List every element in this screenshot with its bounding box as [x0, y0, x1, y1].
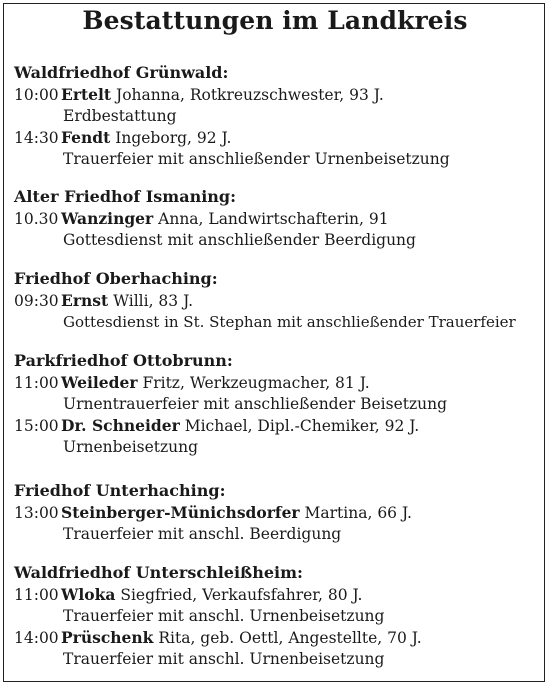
entry-details: Anna, Landwirtschafterin, 91 — [158, 210, 389, 228]
section-heading: Alter Friedhof Ismaning: — [14, 187, 236, 206]
section-parkfriedhof-ottobrunn — [14, 350, 544, 458]
entry-service: Trauerfeier mit anschl. Urnenbeisetzung — [63, 650, 385, 668]
section-alter-friedhof-ismaning — [14, 186, 544, 251]
entry-service: Erdbestattung — [63, 107, 177, 125]
entry-details: Siegfried, Verkaufsfahrer, 80 J. — [120, 586, 363, 604]
entry-details: Ingeborg, 92 J. — [115, 129, 232, 147]
burial-entry — [14, 84, 544, 127]
entry-details: Rita, geb. Oettl, Angestellte, 70 J. — [158, 629, 422, 647]
entry-surname: Steinberger-Münichsdorfer — [61, 503, 300, 522]
entry-surname: Ernst — [61, 291, 109, 310]
entry-time: 14:00 — [14, 629, 59, 647]
entry-time: 10.30 — [14, 210, 59, 228]
entry-details: Johanna, Rotkreuzschwester, 93 J. — [116, 86, 384, 104]
entry-time: 11:00 — [14, 374, 59, 392]
entry-time: 13:00 — [14, 504, 59, 522]
entry-surname: Wanzinger — [61, 209, 154, 228]
entry-time: 14:30 — [14, 129, 59, 147]
burial-entry — [14, 127, 544, 170]
entry-time: 15:00 — [14, 417, 59, 435]
entry-service: Gottesdienst mit anschließender Beerdigung — [63, 231, 416, 249]
entry-surname: Fendt — [61, 128, 111, 147]
entry-time: 10:00 — [14, 86, 59, 104]
entry-service: Trauerfeier mit anschl. Beerdigung — [63, 525, 342, 543]
entry-surname: Ertelt — [61, 85, 112, 104]
section-friedhof-oberhaching — [14, 268, 544, 333]
entry-details: Michael, Dipl.-Chemiker, 92 J. — [184, 417, 420, 435]
entry-time: 11:00 — [14, 586, 59, 604]
entry-time: 09:30 — [14, 292, 59, 310]
burial-entry — [14, 290, 544, 333]
entry-surname: Weileder — [61, 373, 138, 392]
burial-entry — [14, 627, 544, 670]
burial-entry — [14, 415, 544, 458]
page-title: Bestattungen im Landkreis — [82, 6, 468, 35]
entry-details: Willi, 83 J. — [113, 292, 194, 310]
entry-service: Trauerfeier mit anschl. Urnenbeisetzung — [63, 607, 385, 625]
burial-entry — [14, 208, 544, 251]
section-waldfriedhof-unterschleissheim — [14, 562, 544, 670]
section-heading: Friedhof Unterhaching: — [14, 481, 226, 500]
entry-surname: Dr. Schneider — [61, 416, 180, 435]
section-heading: Waldfriedhof Unterschleißheim: — [14, 563, 303, 582]
section-heading: Friedhof Oberhaching: — [14, 269, 218, 288]
entry-surname: Prüschenk — [61, 628, 154, 647]
burial-entry — [14, 584, 544, 627]
section-heading: Waldfriedhof Grünwald: — [14, 63, 229, 82]
entry-service: Gottesdienst in St. Stephan mit anschließender Trauerfeier — [63, 313, 516, 331]
burial-entry — [14, 372, 544, 415]
entry-service: Urnenbeisetzung — [63, 438, 199, 456]
burial-entry — [14, 502, 544, 545]
entry-details: Fritz, Werkzeugmacher, 81 J. — [142, 374, 370, 392]
section-waldfriedhof-gruenwald — [14, 62, 544, 170]
entry-service: Trauerfeier mit anschließender Urnenbeisetzung — [63, 150, 450, 168]
section-friedhof-unterhaching — [14, 480, 544, 545]
entry-details: Martina, 66 J. — [304, 504, 412, 522]
section-heading: Parkfriedhof Ottobrunn: — [14, 351, 233, 370]
entry-service: Urnentrauerfeier mit anschließender Beisetzung — [63, 395, 448, 413]
entry-surname: Wloka — [61, 585, 116, 604]
